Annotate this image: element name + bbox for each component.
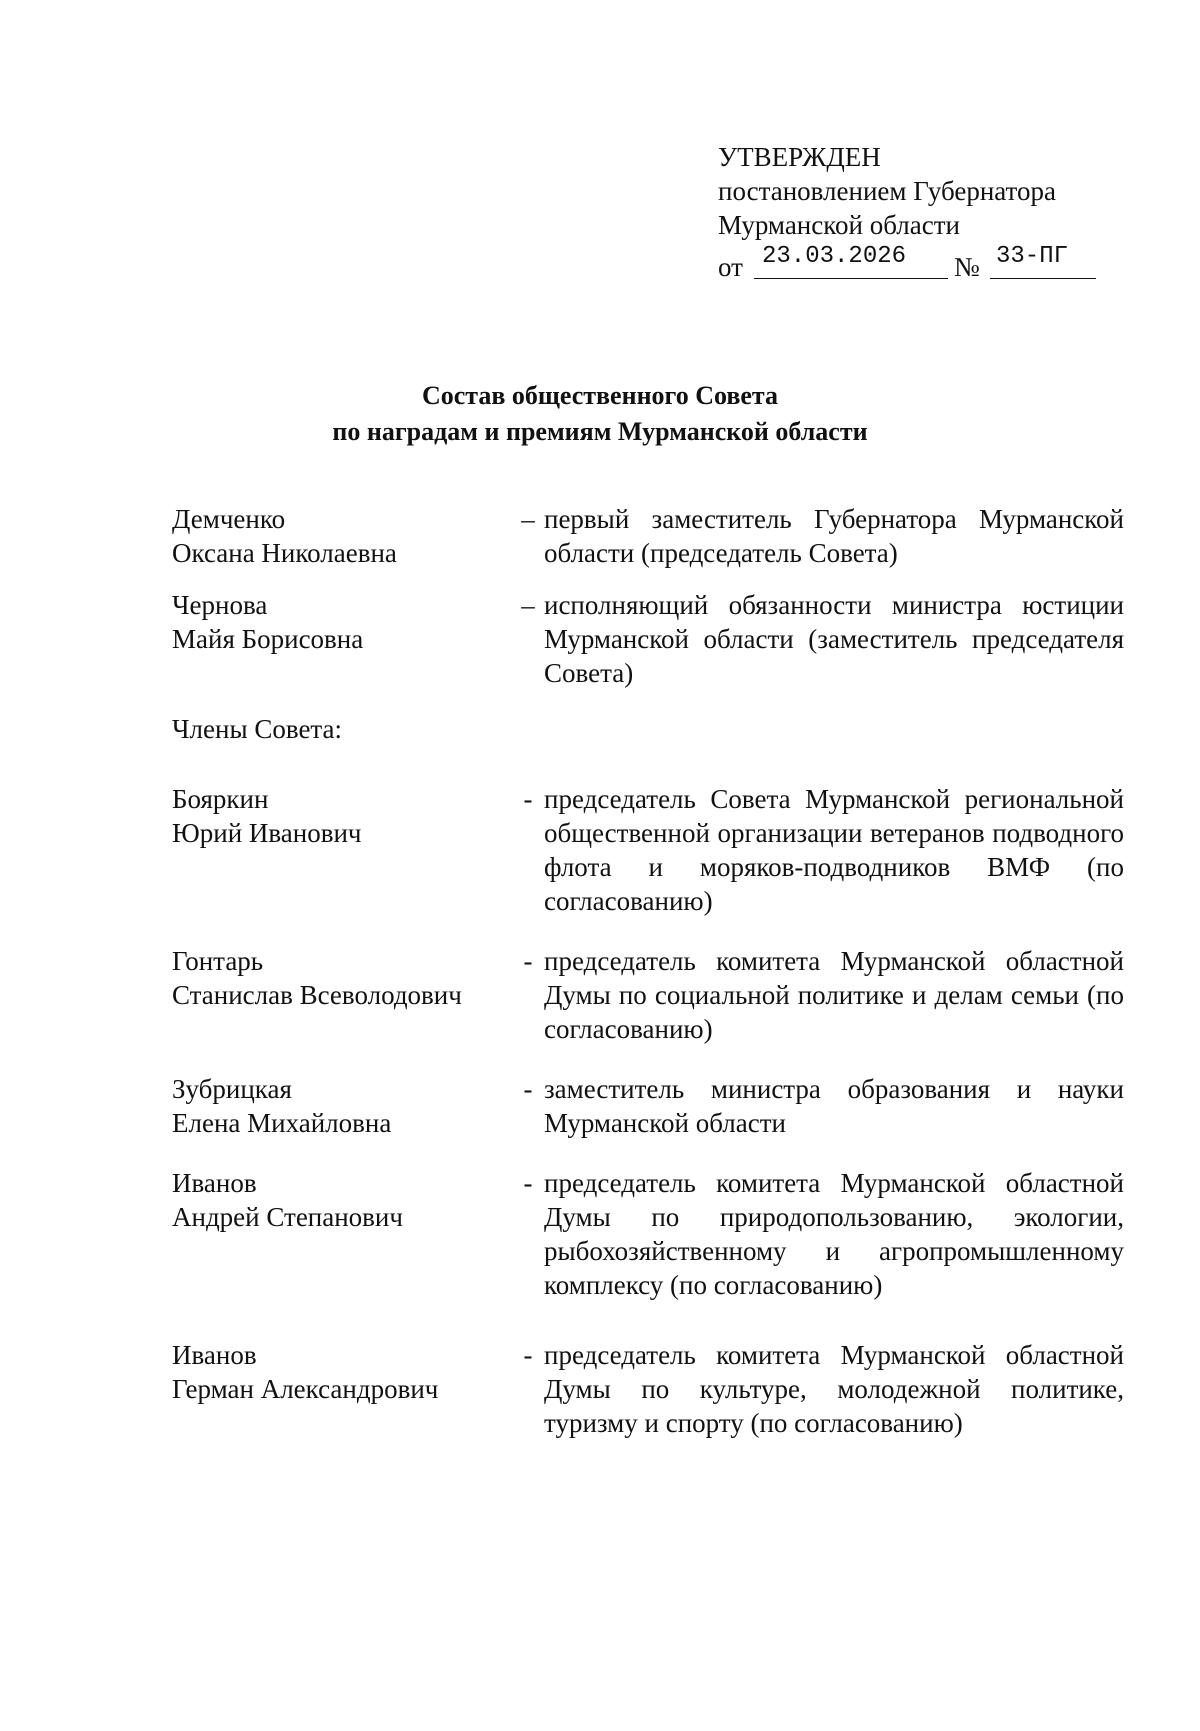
- member-role: председатель комитета Мурманской областной Думы по социальной политике и делам семьи (по согласованию): [544, 946, 1124, 1044]
- number-prefix: №: [954, 252, 980, 282]
- date-prefix: от: [718, 252, 743, 282]
- member-role: председатель Совета Мурманской региональной общественной организации ветеранов подводного флота и моряков-подводников ВМФ (по согласованию): [544, 784, 1124, 916]
- member-surname: Зубрицкая: [172, 1074, 292, 1104]
- dash-separator: -: [523, 1168, 533, 1198]
- member-given-name: Оксана Николаевна: [172, 538, 397, 568]
- list-item: [172, 1166, 1132, 1302]
- member-name: [172, 1072, 512, 1140]
- member-given-name: Станислав Всеволодович: [172, 980, 462, 1010]
- list-item: [172, 782, 1132, 918]
- member-surname: Чернова: [172, 590, 268, 620]
- dash-separator: –: [521, 590, 535, 620]
- approval-heading: УТВЕРЖДЕН: [718, 142, 881, 172]
- member-given-name: Майя Борисовна: [172, 624, 364, 654]
- dash-separator: -: [523, 784, 533, 814]
- approval-date-row: [718, 242, 1098, 282]
- member-given-name: Юрий Иванович: [172, 818, 362, 848]
- dash-separator: –: [521, 504, 535, 534]
- member-name: [172, 588, 512, 690]
- page-title: [0, 378, 1200, 450]
- approval-stamp: [718, 140, 1098, 282]
- member-role: исполняющий обязанности министра юстиции Мурманской области (заместитель председателя Совета): [544, 590, 1124, 688]
- list-item: [172, 1072, 1132, 1140]
- approval-date: 23.03.2026: [754, 240, 948, 279]
- member-surname: Бояркин: [172, 784, 269, 814]
- list-item: [172, 588, 1132, 690]
- member-role: первый заместитель Губернатора Мурманской области (председатель Совета): [544, 504, 1124, 568]
- approval-line-2: Мурманской области: [718, 210, 960, 240]
- list-item: [172, 944, 1132, 1046]
- member-given-name: Герман Александрович: [172, 1374, 439, 1404]
- title-line-2: по наградам и премиям Мурманской области: [332, 417, 868, 446]
- member-given-name: Андрей Степанович: [172, 1202, 403, 1232]
- dash-separator: -: [523, 1340, 533, 1370]
- member-name: [172, 1166, 512, 1302]
- member-given-name: Елена Михайловна: [172, 1108, 392, 1138]
- approval-number: 33-ПГ: [990, 240, 1096, 279]
- member-role: председатель комитета Мурманской областной Думы по природопользованию, экологии, рыбохозяйственному и агропромышленному комплексу (по согласованию): [544, 1168, 1124, 1300]
- member-name: [172, 502, 512, 570]
- member-role: заместитель министра образования и науки Мурманской области: [544, 1074, 1124, 1138]
- member-name: [172, 944, 512, 1046]
- list-item: [172, 1338, 1132, 1440]
- member-surname: Демченко: [172, 504, 286, 534]
- title-line-1: Состав общественного Совета: [421, 381, 779, 410]
- member-surname: Гонтарь: [172, 946, 264, 976]
- member-surname: Иванов: [172, 1340, 257, 1370]
- dash-separator: -: [523, 1074, 533, 1104]
- list-item: [172, 502, 1132, 570]
- member-name: [172, 782, 512, 918]
- member-name: [172, 1338, 512, 1440]
- council-composition: [172, 502, 1132, 1440]
- member-role: председатель комитета Мурманской областной Думы по культуре, молодежной политике, туризму и спорту (по согласованию): [544, 1340, 1124, 1438]
- dash-separator: -: [523, 946, 533, 976]
- member-surname: Иванов: [172, 1168, 257, 1198]
- members-section-label: Члены Совета:: [172, 714, 343, 744]
- approval-line-1: постановлением Губернатора: [718, 176, 1056, 206]
